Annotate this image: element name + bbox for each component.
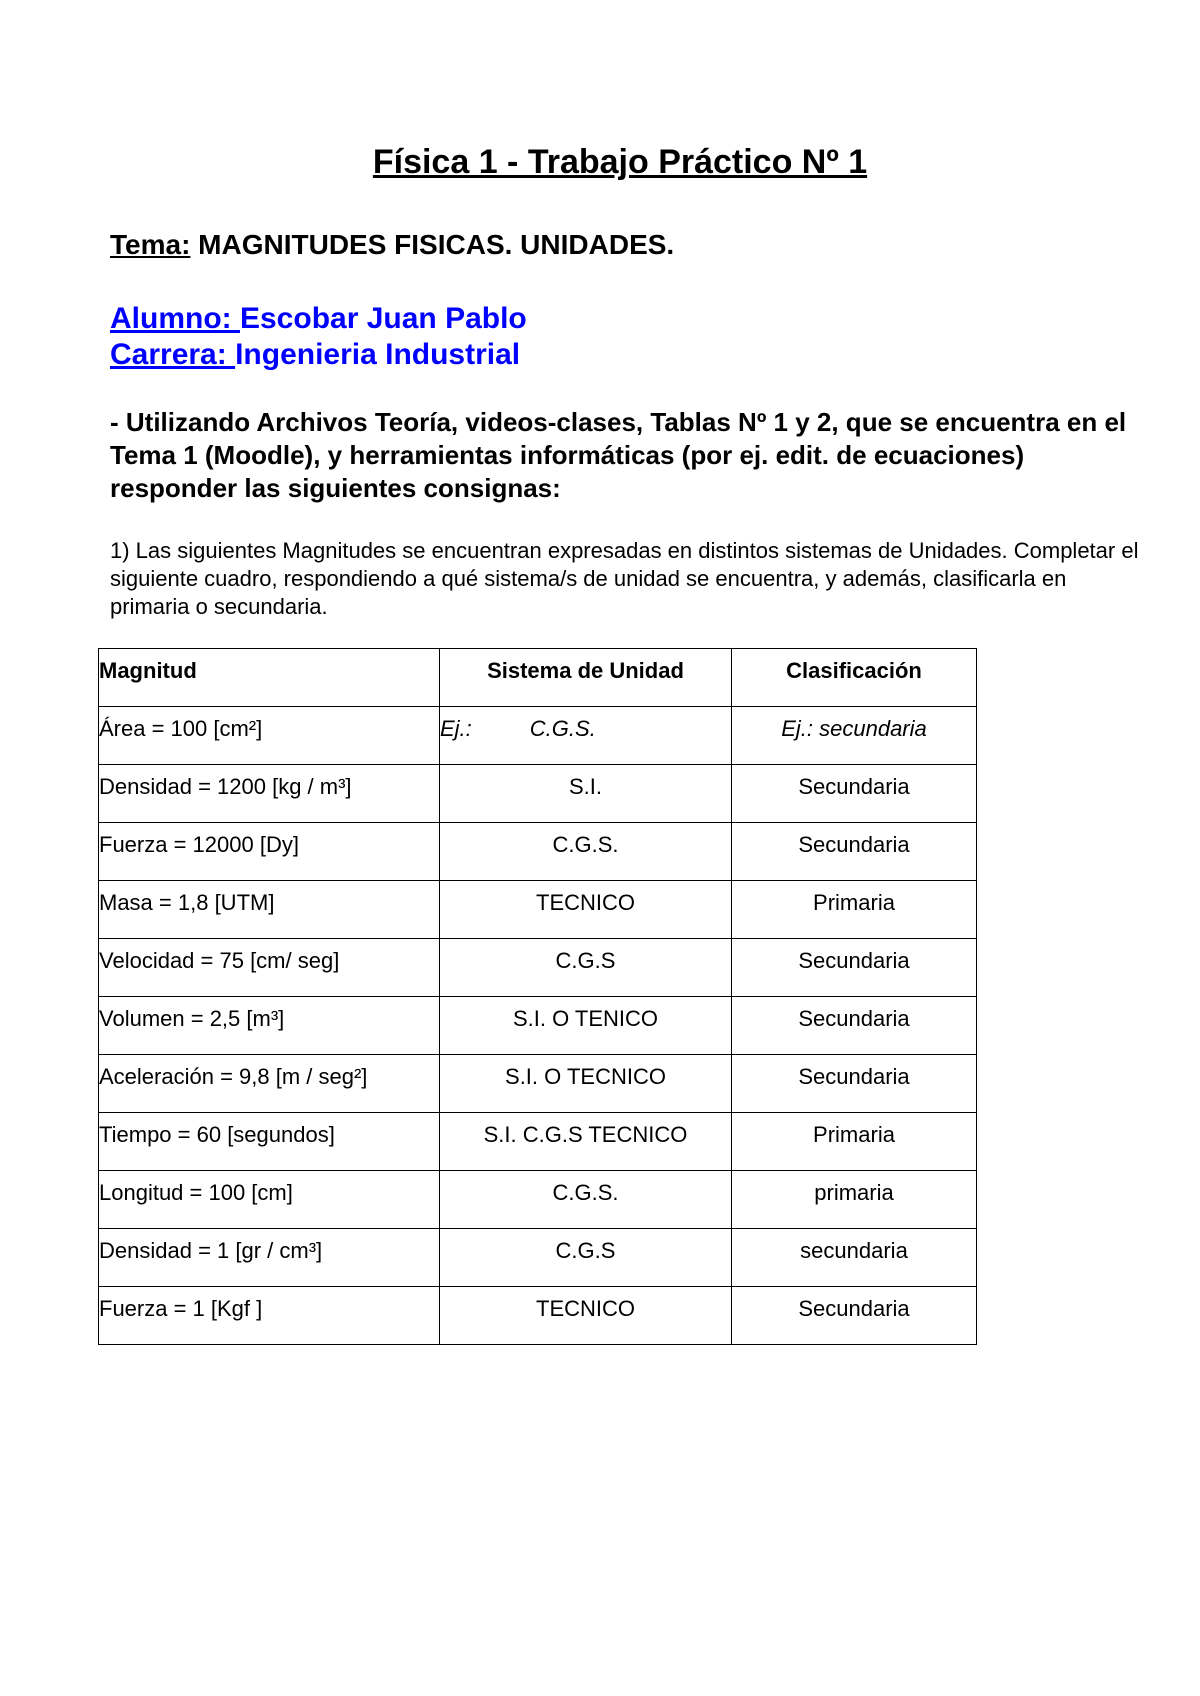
topic-label: Tema: [110,229,191,260]
topic-line [110,228,674,262]
cell-magnitud: Volumen = 2,5 [m³] [99,997,440,1055]
table-row [99,997,977,1055]
cell-clasificacion: Secundaria [732,765,977,823]
cell-magnitud: Fuerza = 12000 [Dy] [99,823,440,881]
cell-sistema: S.I. O TECNICO [440,1055,732,1113]
cell-magnitud: Tiempo = 60 [segundos] [99,1113,440,1171]
cell-clasificacion: Primaria [732,881,977,939]
cell-clasificacion: Secundaria [732,997,977,1055]
header-magnitud: Magnitud [99,649,440,707]
cell-sistema: C.G.S [440,939,732,997]
table-row [99,1287,977,1345]
table-row [99,939,977,997]
cell-clasificacion: Primaria [732,1113,977,1171]
page-title: Física 1 - Trabajo Práctico Nº 1 [372,143,868,181]
cell-magnitud: Fuerza = 1 [Kgf ] [99,1287,440,1345]
topic-value: MAGNITUDES FISICAS. UNIDADES. [190,229,675,260]
table-header-row [99,649,977,707]
cell-clasificacion: secundaria [732,1229,977,1287]
cell-sistema: TECNICO [440,1287,732,1345]
cell-clasificacion: Secundaria [732,939,977,997]
cell-sistema: C.G.S [440,1229,732,1287]
cell-magnitud: Velocidad = 75 [cm/ seg] [99,939,440,997]
cell-magnitud: Aceleración = 9,8 [m / seg²] [99,1055,440,1113]
cell-magnitud: Densidad = 1200 [kg / m³] [99,765,440,823]
cell-clasificacion: Secundaria [732,823,977,881]
table-row [99,1171,977,1229]
example-prefix: Ej.: [440,716,472,741]
cell-sistema [440,707,732,765]
cell-sistema: S.I. C.G.S TECNICO [440,1113,732,1171]
example-sistema: C.G.S. [529,716,596,741]
cell-magnitud: Área = 100 [cm²] [99,707,440,765]
table-row [99,765,977,823]
table-row [99,1113,977,1171]
header-clasificacion: Clasificación [732,649,977,707]
table-row [99,1229,977,1287]
student-line [110,301,527,337]
career-line [110,337,520,373]
cell-clasificacion: Secundaria [732,1055,977,1113]
cell-clasificacion: primaria [732,1171,977,1229]
table-row [99,823,977,881]
cell-sistema: S.I. O TENICO [440,997,732,1055]
career-label: Carrera: [110,338,236,371]
magnitudes-table [98,648,977,1345]
cell-magnitud: Masa = 1,8 [UTM] [99,881,440,939]
student-name: Escobar Juan Pablo [239,302,527,335]
career-name: Ingenieria Industrial [235,338,521,371]
cell-magnitud: Longitud = 100 [cm] [99,1171,440,1229]
cell-sistema: S.I. [440,765,732,823]
table-row [99,881,977,939]
cell-magnitud: Densidad = 1 [gr / cm³] [99,1229,440,1287]
question-1-text: 1) Las siguientes Magnitudes se encuentran expresadas en distintos sistemas de Unidades. Completar el siguiente cuadro, respondiendo a qué sistema/s de unidad se encuentra, y además, clasificarla en primaria o secundaria. [110,538,1139,619]
cell-clasificacion: Secundaria [732,1287,977,1345]
instructions-paragraph: - Utilizando Archivos Teoría, videos-clases, Tablas Nº 1 y 2, que se encuentra en el Tema 1 (Moodle), y herramientas informáticas (por ej. edit. de ecuaciones) responder las siguientes consignas: [110,407,1127,503]
cell-clasificacion: Ej.: secundaria [732,707,977,765]
student-label: Alumno: [110,302,240,335]
header-sistema: Sistema de Unidad [440,649,732,707]
cell-sistema: TECNICO [440,881,732,939]
cell-sistema: C.G.S. [440,1171,732,1229]
table-row [99,1055,977,1113]
table-row-example [99,707,977,765]
cell-sistema: C.G.S. [440,823,732,881]
